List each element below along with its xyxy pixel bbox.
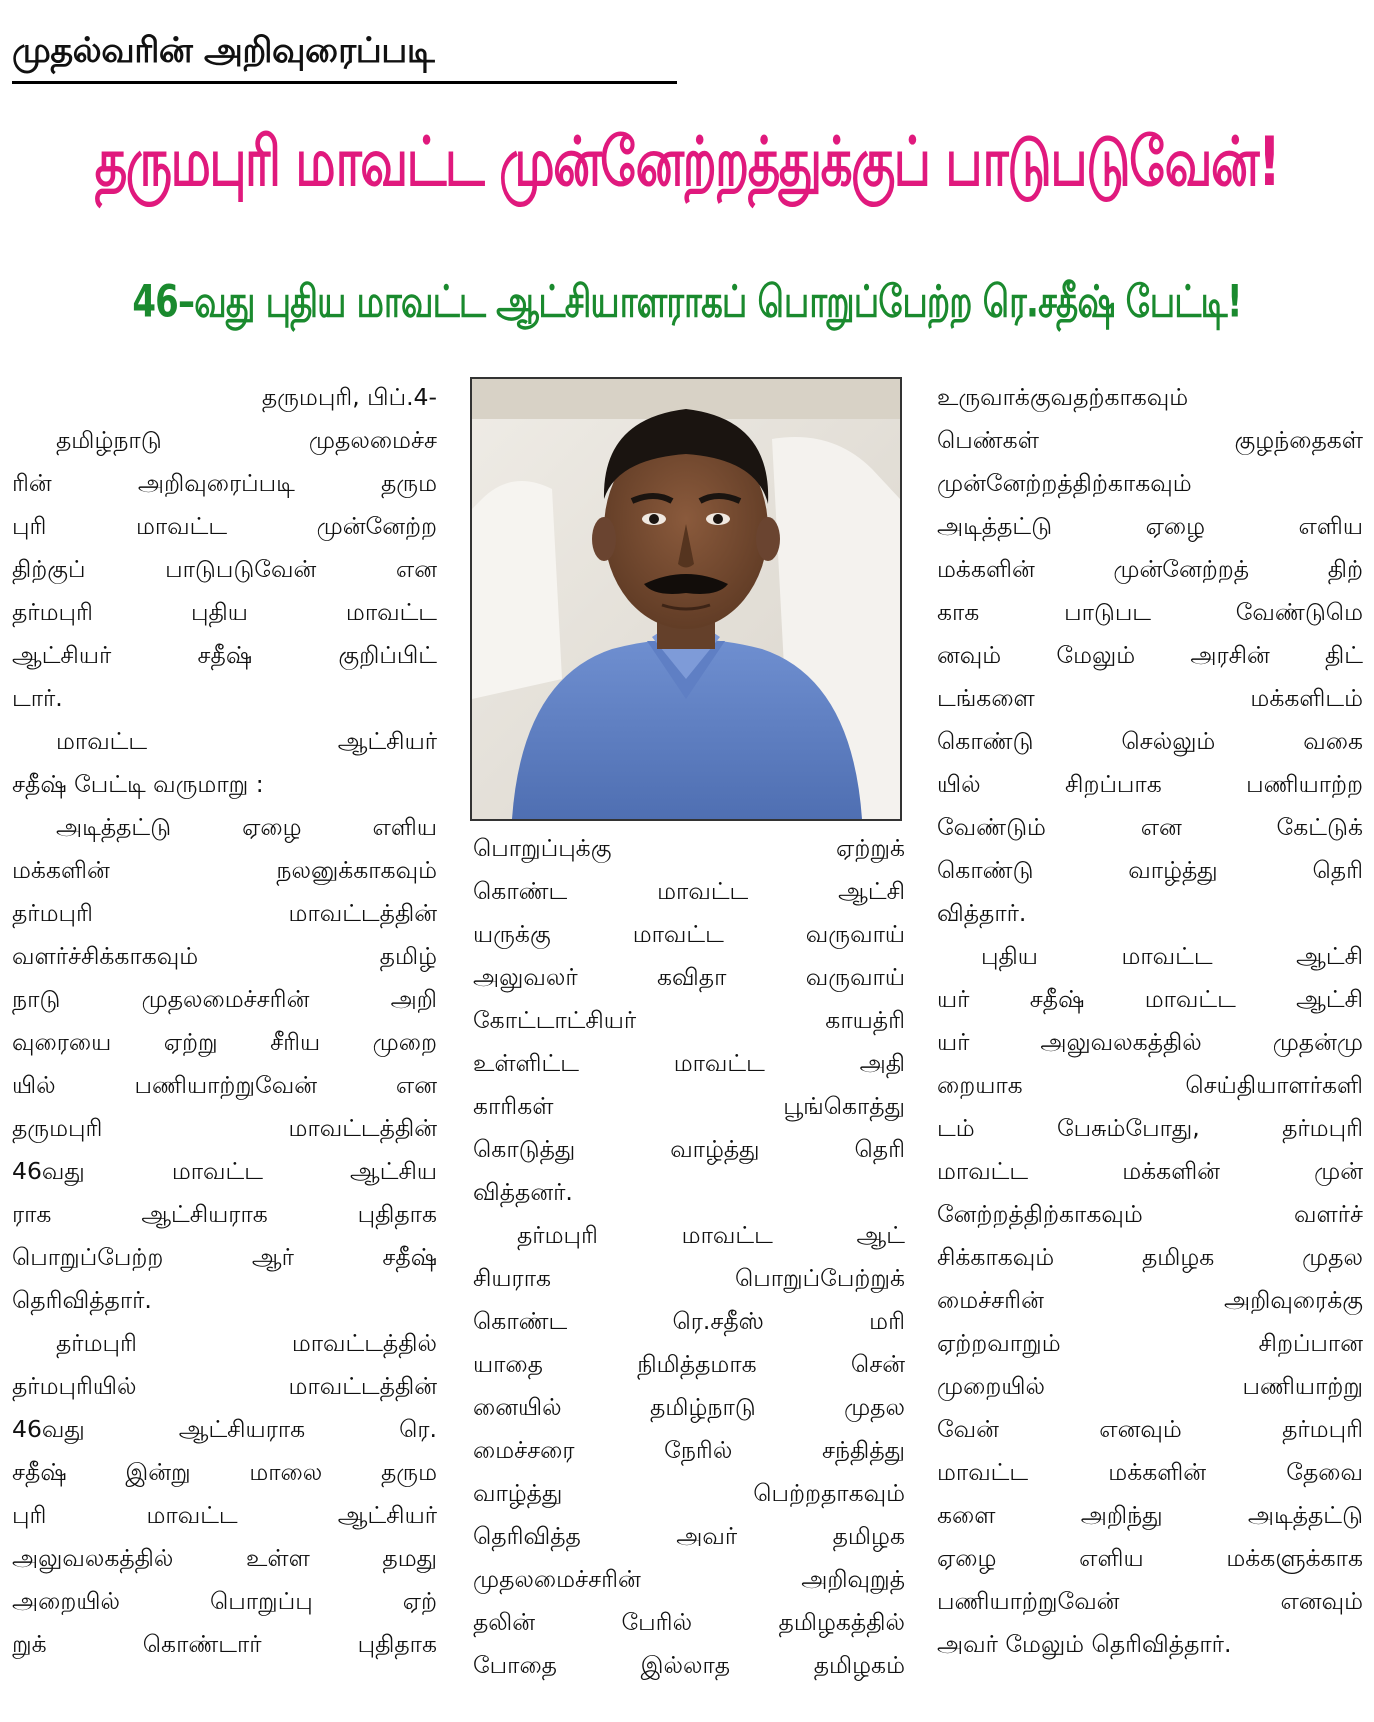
text-line: முதலமைச்சரின் அறிவுறுத் bbox=[473, 1565, 905, 1593]
text-line: வித்தார். bbox=[937, 899, 1027, 927]
text-line: நாடு முதலமைச்சரின் அறி bbox=[12, 985, 437, 1013]
text-line: கொடுத்து வாழ்த்து தெரி bbox=[473, 1135, 905, 1163]
text-line: யாதை நிமித்தமாக சென் bbox=[473, 1350, 905, 1378]
kicker-text: முதல்வரின் அறிவுரைப்படி bbox=[12, 31, 435, 71]
text-line: ஆட்சியர் சதீஷ் குறிப்பிட் bbox=[12, 641, 437, 669]
text-line: கொண்ட ரெ.சதீஸ் மரி bbox=[473, 1307, 905, 1335]
text-line: யில் சிறப்பாக பணியாற்ற bbox=[937, 770, 1363, 798]
text-line: தர்மபுரியில் மாவட்டத்தின் bbox=[12, 1372, 437, 1400]
text-line: மக்களின் நலனுக்காகவும் bbox=[12, 856, 437, 884]
text-line: கோட்டாட்சியர் காயத்ரி bbox=[473, 1006, 905, 1034]
text-line: மக்களின் முன்னேற்றத் திற் bbox=[937, 555, 1363, 583]
dateline: தருமபுரி, பிப்.4- bbox=[261, 383, 437, 411]
text-line: யில் பணியாற்றுவேன் என bbox=[12, 1071, 437, 1099]
text-line: தர்மபுரி மாவட்டத்தில் bbox=[56, 1329, 437, 1357]
text-line: அடித்தட்டு ஏழை எளிய bbox=[937, 512, 1363, 540]
text-line: சதீஷ் பேட்டி வருமாறு : bbox=[12, 770, 264, 798]
subheadline: 46–வது புதிய மாவட்ட ஆட்சியாளராகப் பொறுப்பேற்ற ரெ.சதீஷ் பேட்டி! bbox=[132, 276, 1242, 328]
text-line: சதீஷ் இன்று மாலை தரும bbox=[12, 1458, 437, 1486]
kicker-underline bbox=[12, 81, 677, 84]
text-line: முறையில் பணியாற்று bbox=[937, 1372, 1363, 1400]
text-line: டங்களை மக்களிடம் bbox=[937, 684, 1363, 712]
text-line: வேண்டும் என கேட்டுக் bbox=[937, 813, 1363, 841]
text-line: தெரிவித்த அவர் தமிழக bbox=[473, 1522, 905, 1550]
text-line: ராக ஆட்சியராக புதிதாக bbox=[12, 1200, 437, 1228]
text-line: மைச்சரின் அறிவுரைக்கு bbox=[937, 1286, 1363, 1314]
text-line: தெரிவித்தார். bbox=[12, 1286, 152, 1314]
text-line: யர் அலுவலகத்தில் முதன்மு bbox=[937, 1028, 1363, 1056]
text-line: ஏழை எளிய மக்களுக்காக bbox=[937, 1544, 1363, 1572]
text-line: தர்மபுரி மாவட்டத்தின் bbox=[12, 899, 437, 927]
text-line: 46வது ஆட்சியராக ரெ. bbox=[12, 1415, 437, 1443]
text-line: னேற்றத்திற்காகவும் வளர்ச் bbox=[937, 1200, 1363, 1228]
text-line: கொண்டு வாழ்த்து தெரி bbox=[937, 856, 1363, 884]
text-line: புரி மாவட்ட ஆட்சியர் bbox=[12, 1501, 437, 1529]
text-line: அறையில் பொறுப்பு ஏற் bbox=[12, 1587, 437, 1615]
kicker bbox=[12, 22, 677, 84]
text-line: முன்னேற்றத்திற்காகவும் bbox=[937, 469, 1192, 497]
text-line: உள்ளிட்ட மாவட்ட அதி bbox=[473, 1049, 905, 1077]
text-line: பொறுப்பேற்ற ஆர் சதீஷ் bbox=[12, 1243, 437, 1271]
text-line: அடித்தட்டு ஏழை எளிய bbox=[56, 813, 437, 841]
text-line: கொண்ட மாவட்ட ஆட்சி bbox=[473, 877, 905, 905]
text-line: மாவட்ட ஆட்சியர் bbox=[56, 727, 437, 755]
text-line: கொண்டு செல்லும் வகை bbox=[937, 727, 1363, 755]
text-line: சிக்காகவும் தமிழக முதல bbox=[937, 1243, 1363, 1271]
text-line: தமிழ்நாடு முதலமைச்ச bbox=[56, 426, 437, 454]
text-line: காரிகள் பூங்கொத்து bbox=[473, 1092, 905, 1120]
text-line: திற்குப் பாடுபடுவேன் என bbox=[12, 555, 437, 583]
text-line: வித்தனர். bbox=[473, 1178, 573, 1206]
text-line: பணியாற்றுவேன் எனவும் bbox=[937, 1587, 1363, 1615]
article-column-3 bbox=[937, 376, 1363, 1666]
text-line: வேன் எனவும் தர்மபுரி bbox=[937, 1415, 1363, 1443]
text-line: 46வது மாவட்ட ஆட்சிய bbox=[12, 1157, 437, 1185]
text-line: மாவட்ட மக்களின் முன் bbox=[937, 1157, 1363, 1185]
text-line: றுக் கொண்டார் புதிதாக bbox=[12, 1630, 437, 1658]
text-line: வாழ்த்து பெற்றதாகவும் bbox=[473, 1479, 905, 1507]
text-line: புரி மாவட்ட முன்னேற்ற bbox=[12, 512, 437, 540]
text-line: ஏற்றவாறும் சிறப்பான bbox=[937, 1329, 1363, 1357]
text-line: பெண்கள் குழந்தைகள் bbox=[937, 426, 1363, 454]
text-line: அலுவலகத்தில் உள்ள தமது bbox=[12, 1544, 437, 1572]
text-line: யருக்கு மாவட்ட வருவாய் bbox=[473, 920, 905, 948]
article-column-1 bbox=[12, 376, 437, 1666]
text-line: மைச்சரை நேரில் சந்தித்து bbox=[473, 1436, 905, 1464]
text-line: களை அறிந்து அடித்தட்டு bbox=[937, 1501, 1363, 1529]
text-line: னவும் மேலும் அரசின் திட் bbox=[937, 641, 1363, 669]
text-line: டம் பேசும்போது, தர்மபுரி bbox=[937, 1114, 1363, 1142]
headline: தருமபுரி மாவட்ட முன்னேற்றத்துக்குப் பாடுபடுவேன்! bbox=[94, 122, 1280, 202]
text-line: வுரையை ஏற்று சீரிய முறை bbox=[12, 1028, 437, 1056]
text-line: அலுவலர் கவிதா வருவாய் bbox=[473, 963, 905, 991]
text-line: சியராக பொறுப்பேற்றுக் bbox=[473, 1264, 905, 1292]
portrait-photo bbox=[470, 377, 902, 821]
text-line: யர் சதீஷ் மாவட்ட ஆட்சி bbox=[937, 985, 1363, 1013]
text-line: ரின் அறிவுரைப்படி தரும bbox=[12, 469, 437, 497]
text-line: பொறுப்புக்கு ஏற்றுக் bbox=[473, 834, 905, 862]
text-line: டார். bbox=[12, 684, 63, 712]
text-line: புதிய மாவட்ட ஆட்சி bbox=[981, 942, 1363, 970]
text-line: தலின் பேரில் தமிழகத்தில் bbox=[473, 1608, 905, 1636]
text-line: றையாக செய்தியாளர்களி bbox=[937, 1071, 1363, 1099]
text-line: னையில் தமிழ்நாடு முதல bbox=[473, 1393, 905, 1421]
text-line: தர்மபுரி மாவட்ட ஆட் bbox=[517, 1221, 905, 1249]
text-line: உருவாக்குவதற்காகவும் bbox=[937, 383, 1189, 411]
text-line: காக பாடுபட வேண்டுமெ bbox=[937, 598, 1363, 626]
text-line: அவர் மேலும் தெரிவித்தார். bbox=[937, 1630, 1232, 1658]
text-line: தருமபுரி மாவட்டத்தின் bbox=[12, 1114, 437, 1142]
text-line: வளர்ச்சிக்காகவும் தமிழ் bbox=[12, 942, 437, 970]
article-column-2 bbox=[473, 827, 905, 1687]
text-line: மாவட்ட மக்களின் தேவை bbox=[937, 1458, 1363, 1486]
text-line: தர்மபுரி புதிய மாவட்ட bbox=[12, 598, 437, 626]
text-line: போதை இல்லாத தமிழகம் bbox=[473, 1651, 905, 1679]
